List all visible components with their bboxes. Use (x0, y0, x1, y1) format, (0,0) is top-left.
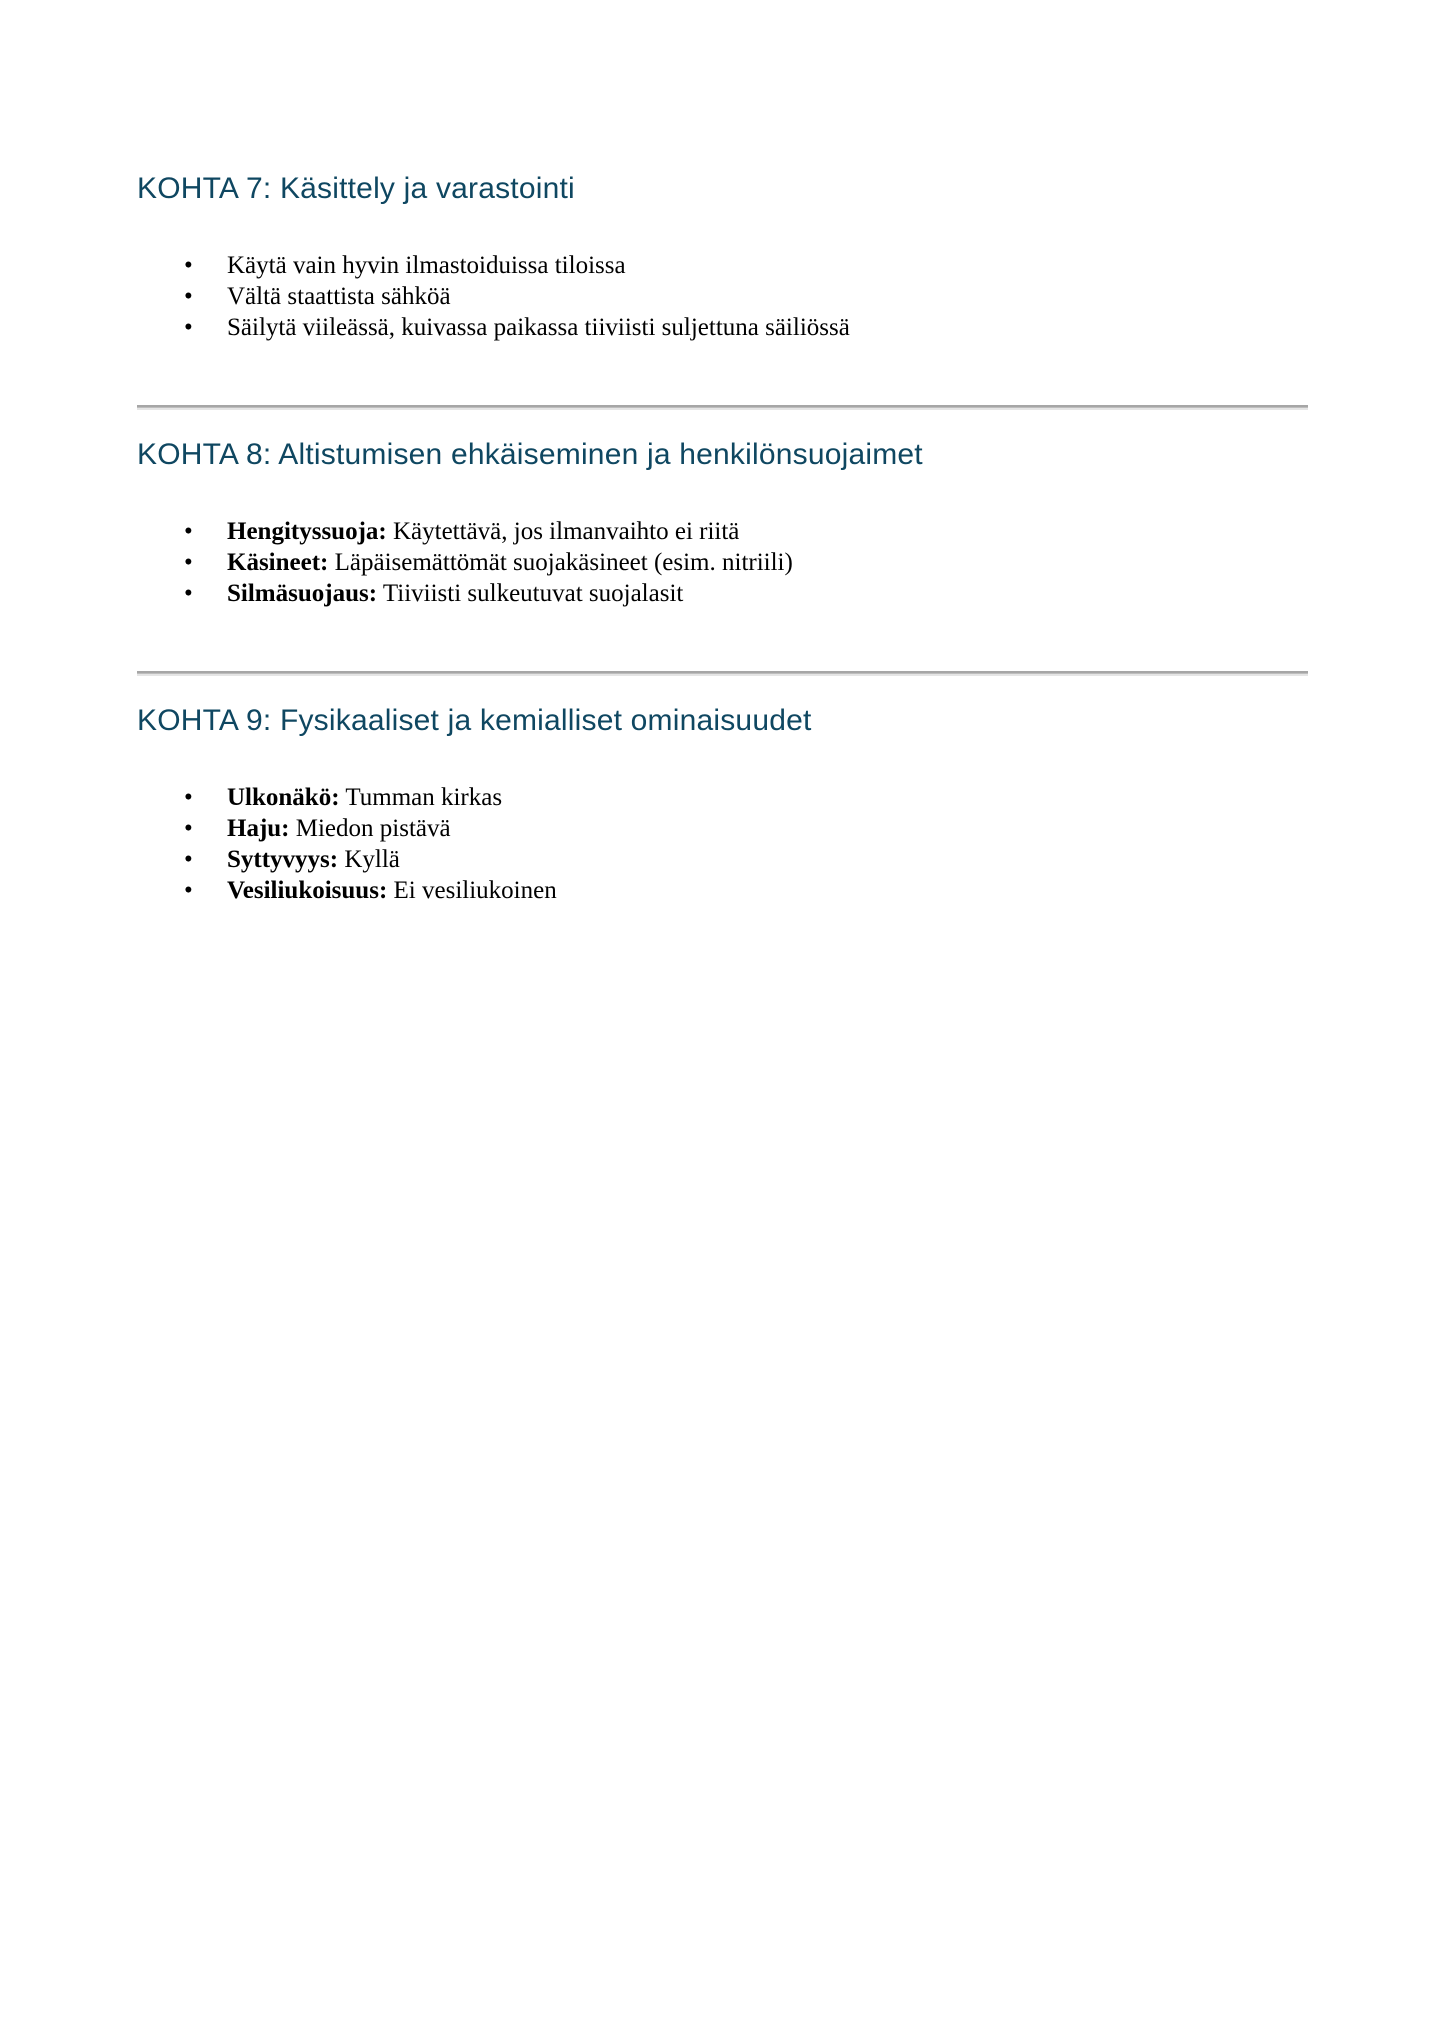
list-item (137, 547, 1308, 578)
item-text: Säilytä viileässä, kuivassa paikassa tiiviisti suljettuna säiliössä (227, 314, 850, 341)
item-text: Tumman kirkas (345, 784, 503, 811)
list-item (137, 844, 1308, 875)
item-text: Miedon pistävä (295, 815, 451, 842)
list-item (137, 281, 1308, 312)
list-item (137, 813, 1308, 844)
item-label: Vesiliukoisuus: (227, 877, 388, 904)
list-item (137, 516, 1308, 547)
item-label: Käsineet: (227, 549, 329, 576)
item-label: Haju: (227, 815, 290, 842)
item-text: Vältä staattista sähköä (227, 283, 451, 310)
bullet-list (137, 782, 1308, 906)
list-item (137, 875, 1308, 906)
section-kohta-9 (137, 702, 1308, 906)
item-label: Hengityssuoja: (227, 518, 387, 545)
bullet-list (137, 516, 1308, 609)
item-text: Käytä vain hyvin ilmastoiduissa tiloissa (227, 252, 626, 279)
item-text: Kyllä (344, 846, 400, 873)
item-label: Ulkonäkö: (227, 784, 340, 811)
section-heading: KOHTA 9: Fysikaaliset ja kemialliset ominaisuudet (137, 704, 812, 737)
list-item (137, 782, 1308, 813)
section-heading: KOHTA 8: Altistumisen ehkäiseminen ja henkilönsuojaimet (137, 438, 923, 471)
section-kohta-7 (137, 170, 1308, 343)
section-divider (137, 405, 1308, 410)
item-label: Silmäsuojaus: (227, 580, 378, 607)
section-heading: KOHTA 7: Käsittely ja varastointi (137, 172, 575, 205)
section-kohta-8 (137, 436, 1308, 609)
item-text: Läpäisemättömät suojakäsineet (esim. nitriili) (334, 549, 793, 576)
section-divider (137, 671, 1308, 676)
item-text: Ei vesiliukoinen (393, 877, 557, 904)
list-item (137, 578, 1308, 609)
item-text: Tiiviisti sulkeutuvat suojalasit (382, 580, 684, 607)
bullet-list (137, 250, 1308, 343)
list-item (137, 250, 1308, 281)
list-item (137, 312, 1308, 343)
item-label: Syttyvyys: (227, 846, 339, 873)
item-text: Käytettävä, jos ilmanvaihto ei riitä (392, 518, 740, 545)
